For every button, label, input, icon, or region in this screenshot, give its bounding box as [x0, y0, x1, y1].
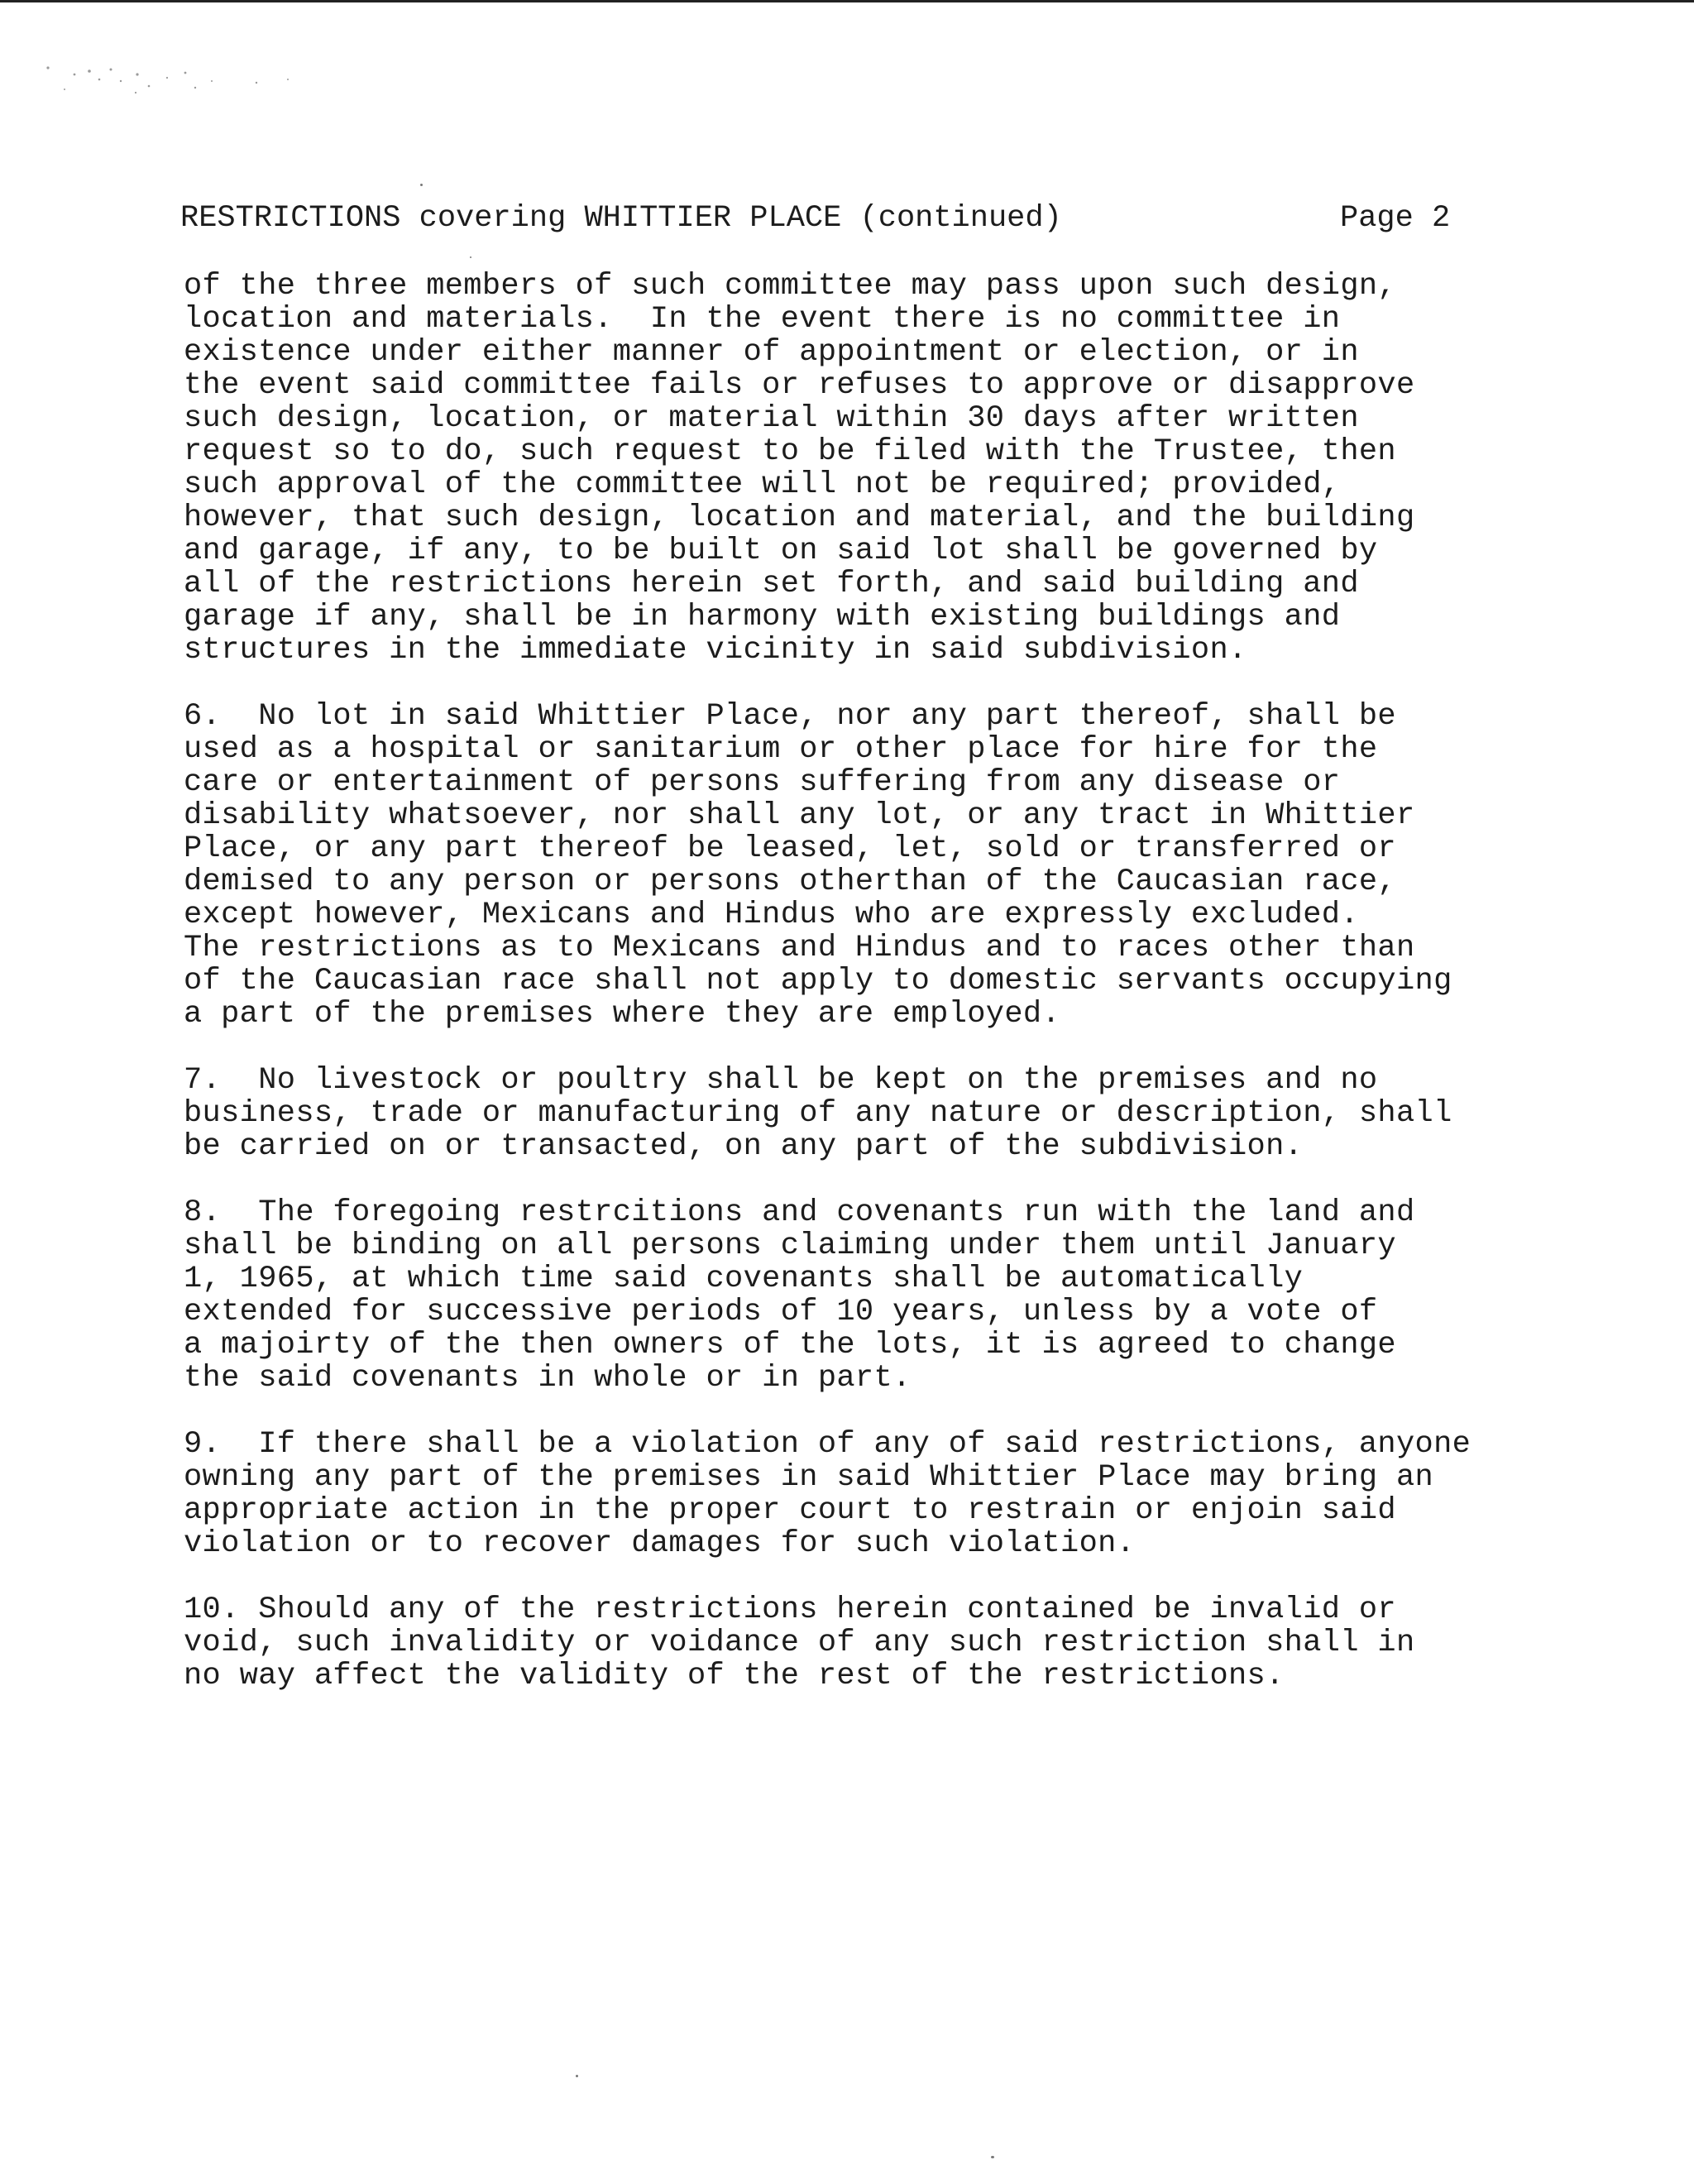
text-line: care or entertainment of persons suffering from any disease or — [184, 765, 1341, 800]
text-line: Place, or any part thereof be leased, let, sold or transferred or — [184, 831, 1396, 866]
text-line: demised to any person or persons otherthan of the Caucasian race, — [184, 864, 1396, 899]
text-line: all of the restrictions herein set forth, and said building and — [184, 567, 1359, 601]
text-line: be carried on or transacted, on any part of the subdivision. — [184, 1129, 1304, 1164]
text-line: existence under either manner of appointment or election, or in — [184, 335, 1359, 370]
text-line: 10. Should any of the restrictions herein contained be invalid or — [184, 1592, 1396, 1627]
text-line: the event said committee fails or refuses to approve or disapprove — [184, 368, 1415, 403]
text-line: shall be binding on all persons claiming under them until January — [184, 1228, 1396, 1263]
scan-smudge-marks — [40, 50, 304, 116]
scan-speck — [420, 184, 423, 186]
text-line: structures in the immediate vicinity in said subdivision. — [184, 633, 1247, 668]
page-number: Page 2 — [1340, 201, 1451, 236]
text-line: request so to do, such request to be filed with the Trustee, then — [184, 434, 1396, 469]
paragraph — [184, 1428, 1573, 1560]
scan-speck — [576, 2075, 578, 2077]
paragraph — [184, 700, 1573, 1031]
text-line: no way affect the validity of the rest of the restrictions. — [184, 1659, 1285, 1693]
text-line: appropriate action in the proper court to restrain or enjoin said — [184, 1493, 1396, 1528]
scan-speck — [991, 2156, 994, 2158]
text-line: and garage, if any, to be built on said lot shall be governed by — [184, 534, 1378, 568]
text-line: garage if any, shall be in harmony with existing buildings and — [184, 600, 1341, 635]
text-line: of the three members of such committee may pass upon such design, — [184, 269, 1396, 304]
text-line: however, that such design, location and material, and the building — [184, 500, 1415, 535]
text-line: location and materials. In the event there is no committee in — [184, 302, 1341, 337]
document-title: RESTRICTIONS covering WHITTIER PLACE (continued) — [180, 201, 1062, 236]
text-line: void, such invalidity or voidance of any such restriction shall in — [184, 1626, 1415, 1660]
text-line: business, trade or manufacturing of any nature or description, shall — [184, 1096, 1452, 1131]
text-line: such approval of the committee will not be required; provided, — [184, 467, 1341, 502]
paragraph — [184, 1064, 1573, 1163]
text-line: owning any part of the premises in said Whittier Place may bring an — [184, 1460, 1434, 1495]
paragraph — [184, 1593, 1573, 1693]
text-line: the said covenants in whole or in part. — [184, 1361, 912, 1396]
text-line: violation or to recover damages for such violation. — [184, 1526, 1136, 1561]
page-header — [180, 195, 1471, 242]
text-line: of the Caucasian race shall not apply to domestic servants occupying — [184, 964, 1452, 999]
text-line: 1, 1965, at which time said covenants shall be automatically — [184, 1262, 1304, 1296]
paragraph — [184, 270, 1573, 667]
text-line: The restrictions as to Mexicans and Hindus and to races other than — [184, 931, 1415, 965]
text-line: a majoirty of the then owners of the lots, it is agreed to change — [184, 1328, 1396, 1363]
text-line: except however, Mexicans and Hindus who are expressly excluded. — [184, 898, 1359, 932]
text-line: 7. No livestock or poultry shall be kept on the premises and no — [184, 1063, 1378, 1098]
text-line: 8. The foregoing restrcitions and covenants run with the land and — [184, 1195, 1415, 1230]
text-line: extended for successive periods of 10 years, unless by a vote of — [184, 1295, 1378, 1329]
paragraph — [184, 1196, 1573, 1395]
scan-top-edge — [0, 0, 1694, 2]
text-line: used as a hospital or sanitarium or other place for hire for the — [184, 732, 1378, 767]
scan-speck — [470, 256, 471, 258]
text-line: 6. No lot in said Whittier Place, nor any part thereof, shall be — [184, 699, 1396, 734]
text-line: disability whatsoever, nor shall any lot, or any tract in Whittier — [184, 798, 1415, 833]
text-line: 9. If there shall be a violation of any of said restrictions, anyone — [184, 1427, 1471, 1462]
text-line: such design, location, or material within 30 days after written — [184, 401, 1359, 436]
document-body — [184, 270, 1573, 1726]
text-line: a part of the premises where they are employed. — [184, 997, 1061, 1032]
